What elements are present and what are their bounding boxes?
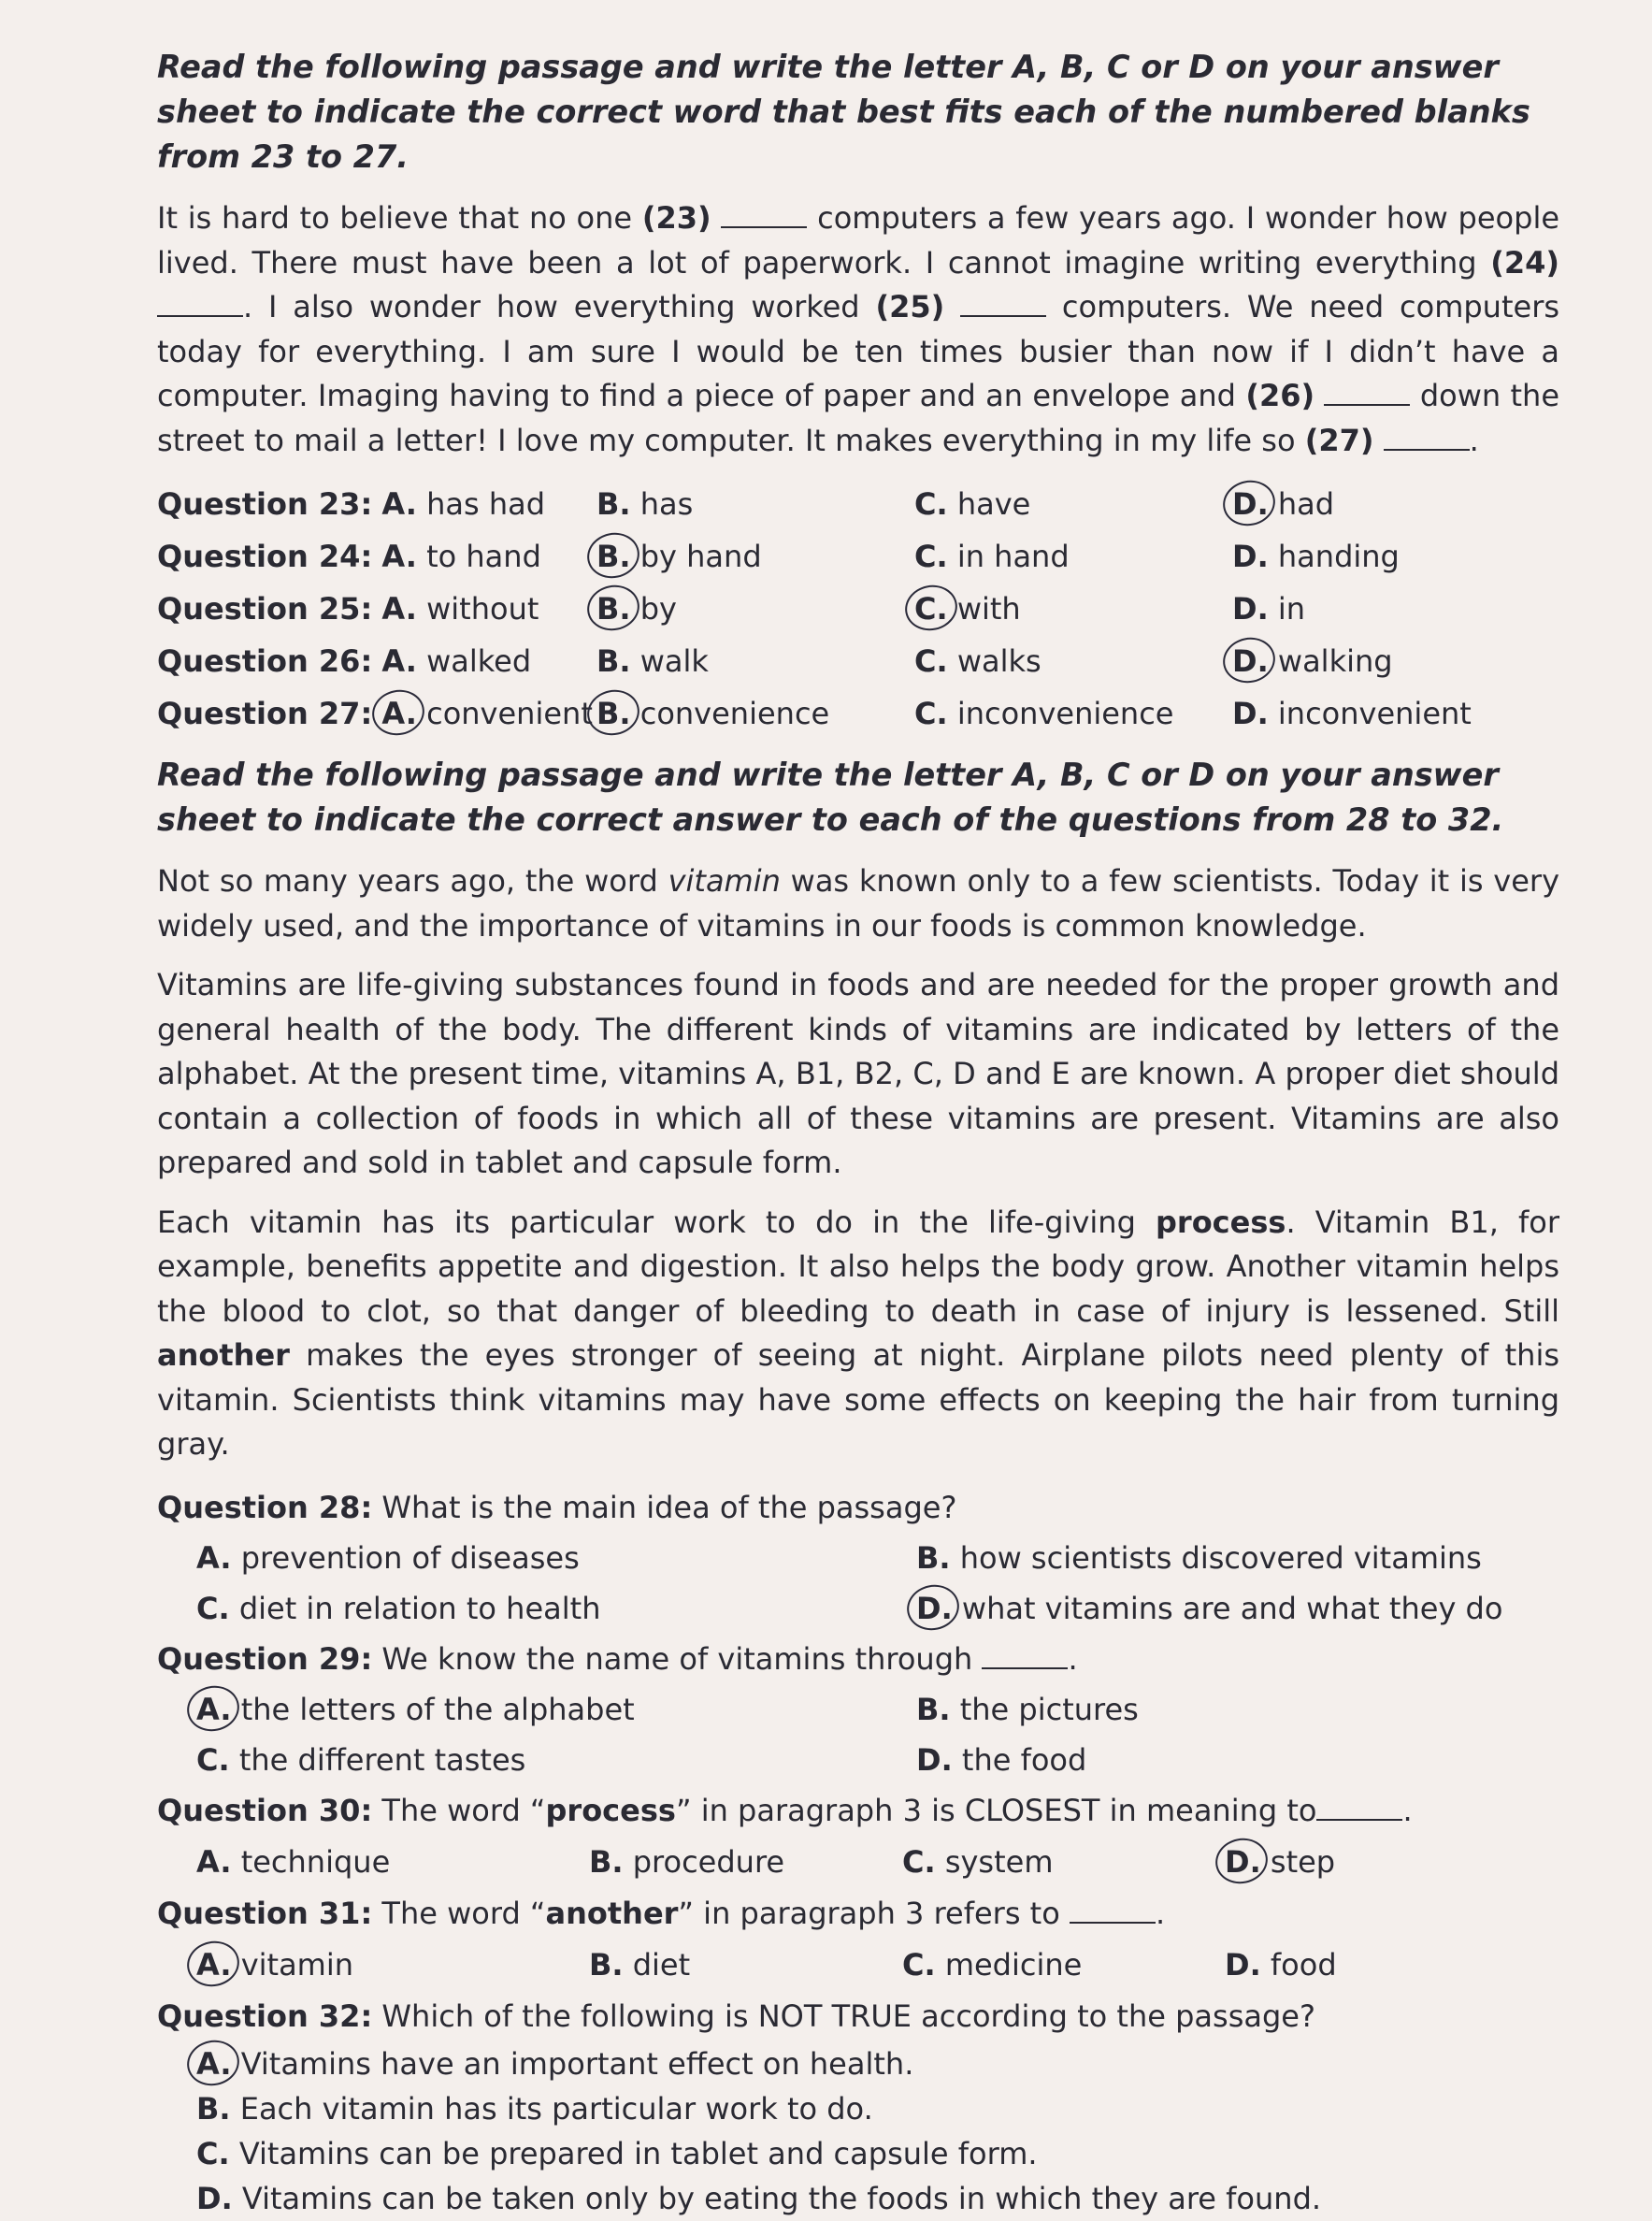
- passage2-paragraph3: Each vitamin has its particular work to do in the life-giving process. Vitamin B1, for example, benefits appetite and digestion. It also helps the body grow. Another vitamin helps the blood to clot, so that danger of bleeding to death in case of injury is lessened. Still another makes the eyes stronger of seeing at night. Airplane pilots need plenty of this vitamin. Scientists think vitamins may have some effects on keeping the hair from turning gray.: [157, 1204, 1559, 1462]
- answer-mark: A.: [196, 1946, 232, 1983]
- question-24: Question 24: A. to hand B. by hand C. in hand D. handing: [157, 530, 1559, 583]
- q29-option-b[interactable]: B. the pictures: [916, 1691, 1139, 1727]
- question-30: Question 30: The word “process” in paragraph 3 is CLOSEST in meaning to .: [157, 1792, 1413, 1828]
- q28-option-c[interactable]: C. diet in relation to health: [196, 1590, 601, 1626]
- q26-option-c[interactable]: C. walks: [914, 643, 1041, 679]
- q24-option-b[interactable]: B. by hand: [596, 539, 762, 574]
- q24-option-c[interactable]: C. in hand: [914, 539, 1070, 574]
- q25-option-c[interactable]: C. with: [914, 591, 1021, 627]
- answer-mark: D.: [916, 1590, 953, 1626]
- question-31: Question 31: The word “another” in paragraph 3 refers to .: [157, 1895, 1166, 1931]
- q29-option-d[interactable]: D. the food: [916, 1741, 1087, 1778]
- blank-24: [157, 295, 243, 317]
- question-27: Question 27: A. convenient B. convenience C. inconvenience D. inconvenient: [157, 687, 1559, 740]
- answer-mark: C.: [914, 591, 948, 627]
- q31-option-b[interactable]: B. diet: [589, 1946, 691, 1983]
- answer-mark: B.: [596, 539, 631, 574]
- answer-mark: B.: [596, 591, 631, 627]
- answer-mark: D.: [1232, 486, 1269, 522]
- q31-option-d[interactable]: D. food: [1225, 1946, 1337, 1983]
- answer-mark: D.: [1225, 1843, 1261, 1880]
- section1-heading: Read the following passage and write the letter A, B, C or D on your answer sheet to indicate the correct word that best fits each of the numbered blanks from 23 to 27.: [157, 49, 1530, 175]
- question-32: Question 32: Which of the following is NOT TRUE according to the passage?: [157, 1997, 1315, 2034]
- q25-option-b[interactable]: B. by: [596, 591, 677, 627]
- q31-option-c[interactable]: C. medicine: [902, 1946, 1083, 1983]
- q29-option-c[interactable]: C. the different tastes: [196, 1741, 526, 1778]
- blank-23: [721, 206, 807, 228]
- q29-option-a[interactable]: A. the letters of the alphabet: [196, 1691, 635, 1727]
- answer-mark: D.: [1232, 643, 1269, 679]
- question-25: Question 25: A. without B. by C. with D. in: [157, 583, 1559, 635]
- q24-option-d[interactable]: D. handing: [1232, 539, 1400, 574]
- q26-option-d[interactable]: D. walking: [1232, 643, 1393, 679]
- q30-option-c[interactable]: C. system: [902, 1843, 1054, 1880]
- section2-heading: Read the following passage and write the letter A, B, C or D on your answer sheet to indicate the correct answer to each of the questions from 28 to 32.: [157, 757, 1504, 838]
- q23-option-b[interactable]: B. has: [596, 486, 694, 522]
- question-23: Question 23: A. has had B. has C. have D. had: [157, 478, 1559, 530]
- q31-option-a[interactable]: A. vitamin: [196, 1946, 354, 1983]
- blank-26: [1324, 383, 1410, 406]
- q32-option-a[interactable]: A. Vitamins have an important effect on health.: [196, 2045, 914, 2082]
- q27-option-d[interactable]: D. inconvenient: [1232, 696, 1472, 731]
- q28-option-b[interactable]: B. how scientists discovered vitamins: [916, 1539, 1482, 1576]
- q23-option-d[interactable]: D. had: [1232, 486, 1335, 522]
- question-29: Question 29: We know the name of vitamins through .: [157, 1640, 1078, 1677]
- question-28: Question 28: What is the main idea of the passage?: [157, 1489, 957, 1525]
- q27-option-c[interactable]: C. inconvenience: [914, 696, 1174, 731]
- q23-option-c[interactable]: C. have: [914, 486, 1031, 522]
- q30-option-d[interactable]: D. step: [1225, 1843, 1336, 1880]
- passage2-paragraph1: Not so many years ago, the word vitamin was known only to a few scientists. Today it is very widely used, and the importance of vitamins in our foods is common knowledge.: [157, 863, 1560, 944]
- q32-option-d[interactable]: D. Vitamins can be taken only by eating the foods in which they are found.: [196, 2180, 1322, 2216]
- q28-option-a[interactable]: A. prevention of diseases: [196, 1539, 580, 1576]
- q32-option-b[interactable]: B. Each vitamin has its particular work to do.: [196, 2090, 873, 2127]
- answer-mark: A.: [196, 1691, 232, 1727]
- blank-25: [960, 295, 1046, 317]
- passage2-paragraph2: Vitamins are life-giving substances found in foods and are needed for the proper growth and general health of the body. The different kinds of vitamins are indicated by letters of the alphabet. At the present time, vitamins A, B1, B2, C, D and E are known. A proper diet should contain a collection of foods in which all of these vitamins are present. Vitamins are also prepared and sold in tablet and capsule form.: [157, 967, 1559, 1180]
- q28-option-d[interactable]: D. what vitamins are and what they do: [916, 1590, 1503, 1626]
- answer-mark: B.: [596, 696, 631, 731]
- q30-option-b[interactable]: B. procedure: [589, 1843, 785, 1880]
- passage1: It is hard to believe that no one (23) computers a few years ago. I wonder how people lived. There must have been a lot of paperwork. I cannot imagine writing everything (24) . I also wonder how everything worked (25) computers. We need computers today for everything. I am sure I would be ten times busier than now if I didn’t have a computer. Imaging having to find a piece of paper and an envelope and (26) down the street to mail a letter! I love my computer. It makes everything in my life so (27) .: [157, 200, 1560, 458]
- answer-mark: A.: [381, 696, 417, 731]
- worksheet-page: [157, 45, 1559, 2221]
- q30-option-a[interactable]: A. technique: [196, 1843, 391, 1880]
- q26-option-b[interactable]: B. walk: [596, 643, 709, 679]
- q27-option-b[interactable]: B. convenience: [596, 696, 830, 731]
- q25-option-d[interactable]: D. in: [1232, 591, 1306, 627]
- blank-27: [1384, 428, 1470, 451]
- q32-option-c[interactable]: C. Vitamins can be prepared in tablet and capsule form.: [196, 2135, 1038, 2171]
- answer-mark: A.: [196, 2045, 232, 2082]
- question-26: Question 26: A. walked B. walk C. walks D. walking: [157, 635, 1559, 687]
